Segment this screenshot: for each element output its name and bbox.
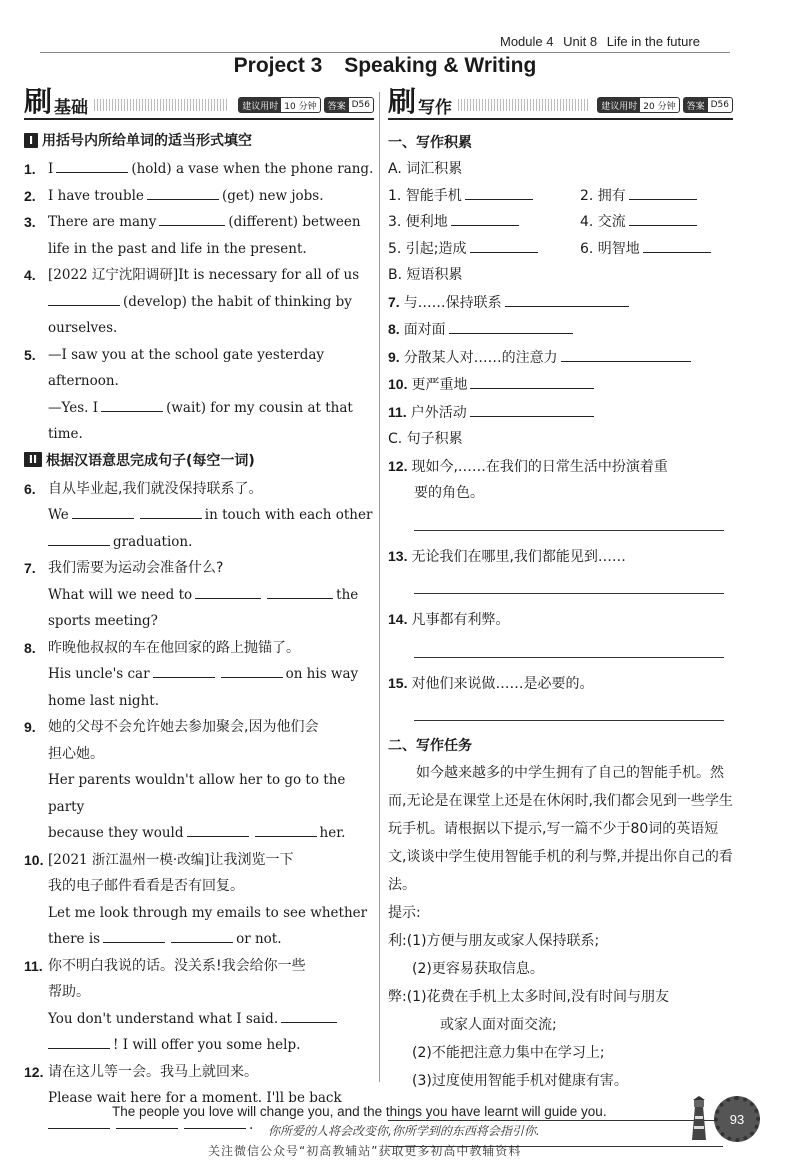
question-chinese: 自从毕业起,我们就没保持联系了。 — [48, 480, 263, 497]
vocab-item: 5. 引起;造成 — [388, 240, 467, 257]
con-3: (3)过度使用智能手机对健康有害。 — [412, 1073, 628, 1089]
question-line — [24, 1032, 374, 1059]
question-text: . — [249, 1116, 254, 1133]
pro-1 — [388, 927, 733, 955]
question-text: I have trouble — [48, 187, 144, 204]
question-line — [24, 529, 374, 556]
answer-blank[interactable] — [561, 346, 691, 362]
answer-blank[interactable] — [48, 1033, 110, 1049]
page-number-badge — [714, 1096, 760, 1142]
source-tag: [2022 辽宁沈阳调研] — [48, 267, 179, 283]
item-number: 7. — [388, 293, 400, 310]
question-line — [24, 1006, 374, 1033]
page-number: 93 — [729, 1111, 745, 1127]
answer-blank[interactable] — [470, 373, 594, 389]
time-badge — [597, 97, 679, 113]
question-number: 11. — [24, 957, 43, 974]
sentence-text: 现如今,……在我们的日常生活中扮演着重 — [411, 458, 668, 475]
question-number: 10. — [24, 851, 44, 868]
part1-title: 用括号内所给单词的适当形式填空 — [42, 133, 252, 149]
section-mark: 刷 — [24, 85, 53, 118]
writing-task-heading: 二、写作任务 — [388, 738, 472, 754]
question-2 — [24, 183, 374, 210]
answer-blank[interactable] — [629, 210, 697, 226]
answer-blank[interactable] — [281, 1007, 337, 1023]
answer-blank[interactable] — [449, 318, 573, 334]
question-chinese: 请在这儿等一会。我马上就回来。 — [48, 1063, 258, 1080]
question-text: life in the past and life in the present. — [48, 240, 307, 257]
answer-blank[interactable] — [153, 662, 215, 678]
section-name: 基础 — [54, 97, 89, 118]
phrase-text: 户外活动 — [410, 404, 467, 421]
question-chinese: 我的电子邮件看看是否有回复。 — [48, 878, 244, 894]
question-text: (different) between — [228, 214, 361, 230]
item-number: 15. — [388, 674, 408, 691]
answer-blank[interactable] — [505, 291, 629, 307]
answer-blank[interactable] — [171, 927, 233, 943]
pro-label: 利: — [388, 933, 407, 949]
lighthouse-icon — [688, 1096, 710, 1142]
footer-quote-en: The people you love will change you, and the things you have learnt will guide you. — [112, 1104, 607, 1119]
basics-column — [24, 86, 374, 1138]
phrase-text: 面对面 — [403, 322, 446, 338]
question-text: or not. — [236, 931, 282, 947]
question-text: sports meeting? — [48, 613, 158, 629]
writing-accumulation-heading: 一、写作积累 — [388, 135, 472, 151]
answer-line[interactable] — [414, 574, 724, 594]
item-number: 13. — [388, 547, 408, 564]
vocab-item: 1. 智能手机 — [388, 187, 462, 204]
question-chinese: 昨晚他叔叔的车在他回家的路上抛锚了。 — [48, 639, 300, 656]
question-text: there is — [48, 931, 101, 947]
answer-blank[interactable] — [470, 237, 538, 253]
stripe-decoration — [458, 99, 588, 111]
question-text: the — [336, 586, 359, 603]
hint-text: (1)方便与朋友或家人保持联系; — [406, 933, 600, 949]
question-12 — [24, 1059, 374, 1086]
question-chinese: 让我浏览一下 — [209, 851, 294, 868]
answer-blank[interactable] — [451, 210, 519, 226]
vocab-row — [388, 236, 733, 263]
question-text: I — [48, 161, 54, 177]
project-label: Project 3 — [233, 54, 323, 77]
vocab-item: 3. 便利地 — [388, 214, 448, 230]
question-text: It is necessary for all of us — [178, 267, 360, 283]
question-text: What will we need to — [48, 586, 193, 603]
vocab-heading: A. 词汇积累 — [388, 161, 463, 177]
answer-blank[interactable] — [187, 821, 249, 837]
question-number: 2. — [24, 187, 36, 204]
question-text: (develop) the habit of thinking by — [123, 293, 352, 310]
section-mark: 刷 — [388, 85, 417, 118]
vocab-item: 6. 明智地 — [580, 240, 640, 257]
column-divider — [379, 92, 380, 1082]
phrase-heading: B. 短语积累 — [388, 267, 463, 283]
phrase-text: 分散某人对……的注意力 — [403, 349, 558, 366]
module-label: Module 4 — [500, 34, 554, 49]
question-text: —Yes. I — [48, 399, 99, 416]
answer-blank[interactable] — [159, 210, 225, 226]
question-7 — [24, 555, 374, 582]
phrase-text: 更严重地 — [411, 377, 468, 393]
question-text: Her parents wouldn't allow her to go to the party — [48, 772, 346, 815]
phrase-10 — [388, 371, 733, 399]
phrase-11 — [388, 399, 733, 427]
question-text: in touch with each other — [204, 507, 373, 523]
question-text: His uncle's car — [48, 666, 150, 682]
question-number: 5. — [24, 346, 36, 363]
sentence-12 — [388, 453, 733, 481]
question-number: 7. — [24, 560, 36, 576]
question-text: her. — [319, 825, 346, 841]
question-5 — [24, 342, 374, 395]
answer-blank[interactable] — [48, 530, 110, 546]
con-2: (2)不能把注意力集中在学习上; — [412, 1045, 605, 1061]
question-text: time. — [48, 426, 83, 442]
question-text: ourselves. — [48, 320, 118, 336]
answer-blank[interactable] — [465, 184, 533, 200]
answer-value: D56 — [710, 100, 729, 110]
answer-blank[interactable] — [643, 237, 711, 253]
answer-blank[interactable] — [267, 583, 333, 599]
question-text: (wait) for my cousin at that — [166, 399, 353, 416]
question-line — [24, 582, 374, 609]
answer-blank[interactable] — [470, 401, 594, 417]
header-rule — [40, 52, 730, 53]
answer-value: D56 — [351, 100, 370, 110]
source-tag: [2021 浙江温州一模·改编] — [48, 851, 210, 868]
unit-label: Unit 8 — [563, 34, 598, 49]
answer-line[interactable] — [414, 638, 724, 658]
question-number: 6. — [24, 480, 36, 497]
footer-quote-cn: 你所爱的人将会改变你,你所学到的东西将会指引你. — [268, 1124, 540, 1138]
phrase-9 — [388, 344, 733, 372]
answer-badge — [324, 97, 374, 113]
question-9 — [24, 714, 374, 741]
part2-heading — [24, 450, 374, 470]
answer-blank[interactable] — [72, 503, 134, 519]
question-text: —I saw you at the school gate yesterday afternoon. — [48, 346, 325, 389]
part2-title: 根据汉语意思完成句子(每空一词) — [46, 452, 255, 469]
question-text: Please wait here for a moment. I'll be back — [48, 1090, 342, 1106]
question-1 — [24, 156, 374, 183]
con-1 — [388, 983, 733, 1011]
question-number: 1. — [24, 161, 36, 177]
question-number: 9. — [24, 719, 36, 735]
question-line — [24, 661, 374, 688]
time-label: 建议用时 — [239, 98, 281, 112]
page-header — [500, 34, 728, 49]
question-line — [24, 926, 374, 953]
project-name: Speaking & Writing — [344, 54, 537, 77]
answer-label: 答案 — [684, 98, 708, 112]
question-text: home last night. — [48, 692, 159, 709]
answer-line[interactable] — [414, 701, 724, 721]
vocab-row — [388, 183, 733, 210]
answer-blank[interactable] — [48, 1113, 110, 1129]
page-title — [0, 54, 770, 78]
task-prompt: 如今越来越多的中学生拥有了自己的智能手机。然而,无论是在课堂上还是在休闲时,我们都会见到一些学生玩手机。请根据以下提示,写一篇不少于80词的英语短文,谈谈中学生使用智能手机的利与弊,并提出你自己的看法。 — [388, 765, 733, 893]
basics-section-bar — [24, 86, 374, 120]
question-text: (hold) a vase when the phone rang. — [131, 161, 374, 177]
question-4 — [24, 262, 374, 289]
answer-blank[interactable] — [147, 184, 219, 200]
item-number: 12. — [388, 457, 408, 474]
vocab-item: 4. 交流 — [580, 214, 626, 230]
answer-blank[interactable] — [140, 503, 202, 519]
question-8 — [24, 635, 374, 662]
question-number: 12. — [24, 1063, 44, 1080]
time-value: 10 分钟 — [284, 101, 317, 112]
question-chinese: 你不明白我说的话。没关系!我会给你一些 — [48, 957, 306, 974]
roman-numeral: II — [24, 452, 42, 467]
roman-numeral: I — [24, 133, 38, 148]
question-chinese: 帮助。 — [48, 984, 90, 1000]
answer-blank[interactable] — [56, 157, 128, 173]
pro-2: (2)更容易获取信息。 — [412, 961, 544, 977]
time-label: 建议用时 — [598, 98, 640, 112]
question-text: graduation. — [113, 533, 193, 550]
sentence-text: 凡事都有利弊。 — [411, 612, 510, 628]
item-number: 14. — [388, 611, 408, 627]
question-text: because they would — [48, 825, 184, 841]
question-text: ! I will offer you some help. — [113, 1037, 301, 1053]
question-3 — [24, 209, 374, 236]
question-text: You don't understand what I said. — [48, 1010, 279, 1027]
question-6 — [24, 476, 374, 503]
answer-label: 答案 — [325, 98, 349, 112]
answer-blank[interactable] — [103, 927, 165, 943]
phrase-8 — [388, 316, 733, 344]
question-chinese: 担心她。 — [48, 745, 104, 762]
item-number: 9. — [388, 348, 400, 365]
answer-blank[interactable] — [195, 583, 261, 599]
sentence-13 — [388, 543, 733, 571]
question-line — [24, 395, 374, 422]
answer-badge — [683, 97, 733, 113]
answer-blank[interactable] — [255, 821, 317, 837]
question-10 — [24, 847, 374, 874]
question-number: 3. — [24, 214, 36, 230]
question-11 — [24, 953, 374, 980]
question-text: There are many — [48, 214, 157, 230]
part1-heading — [24, 130, 374, 150]
writing-section-bar — [388, 86, 733, 120]
sentence-14 — [388, 606, 733, 634]
question-text: on his way — [285, 666, 359, 682]
question-line — [24, 820, 374, 847]
time-value: 20 分钟 — [643, 101, 676, 112]
sentence-text: 无论我们在哪里,我们都能见到…… — [411, 548, 626, 565]
sentence-text: 对他们来说做……是必要的。 — [411, 675, 594, 692]
phrase-text: 与……保持联系 — [403, 294, 502, 311]
hint-label: 提示: — [388, 905, 421, 921]
sentence-heading: C. 句子积累 — [388, 431, 463, 447]
answer-blank[interactable] — [221, 662, 283, 678]
phrase-7 — [388, 289, 733, 317]
question-line — [24, 502, 374, 529]
sentence-15 — [388, 670, 733, 698]
item-number: 10. — [388, 376, 408, 392]
question-chinese: 我们需要为运动会准备什么? — [48, 560, 224, 576]
answer-line[interactable] — [414, 511, 724, 531]
time-badge — [238, 97, 320, 113]
stripe-decoration — [94, 99, 229, 111]
question-chinese: 她的父母不会允许她去参加聚会,因为他们会 — [48, 719, 319, 735]
sentence-text: 要的角色。 — [414, 485, 484, 501]
item-number: 11. — [388, 403, 407, 420]
question-text: (get) new jobs. — [221, 187, 324, 204]
vocab-item: 2. 拥有 — [580, 187, 626, 204]
footer-note: 关注微信公众号“初高教辅站”获取更多初高中教辅资料 — [208, 1144, 522, 1158]
con-label: 弊: — [388, 989, 407, 1005]
section-name: 写作 — [418, 97, 453, 118]
question-text: We — [48, 507, 69, 523]
answer-blank[interactable] — [48, 290, 120, 306]
topic-label: Life in the future — [606, 34, 700, 49]
answer-blank[interactable] — [101, 396, 163, 412]
vocab-row — [388, 209, 733, 236]
answer-blank[interactable] — [629, 184, 697, 200]
question-line — [24, 289, 374, 316]
question-text: Let me look through my emails to see whether — [48, 904, 368, 921]
question-number: 8. — [24, 639, 36, 656]
item-number: 8. — [388, 321, 400, 337]
question-number: 4. — [24, 267, 36, 283]
writing-column — [388, 86, 733, 1147]
con-1b: 或家人面对面交流; — [440, 1017, 557, 1033]
hint-text: (1)花费在手机上太多时间,没有时间与朋友 — [406, 989, 669, 1005]
